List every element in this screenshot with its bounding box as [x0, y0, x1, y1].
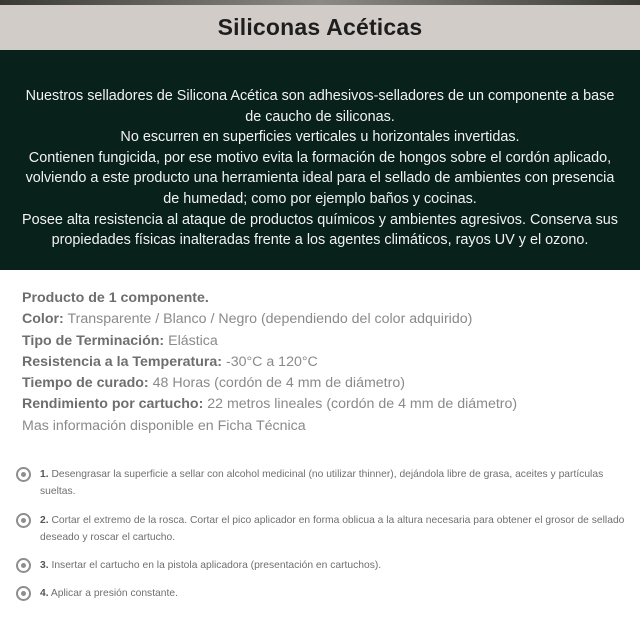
spec-finish-label: Tipo de Terminación: [22, 332, 165, 349]
radio-bullet-icon [16, 513, 31, 528]
intro-line: propiedades físicas inalteradas frente a los agentes climáticos, rayos UV y el ozono. [51, 232, 589, 249]
step-text: Aplicar a presión constante. [50, 588, 178, 599]
step-text: Desengrasar la superficie a sellar con alcohol medicinal (no utilizar thinner), dejándola libre de grasa, aceites y partículas sueltas. [40, 469, 604, 497]
intro-line: de caucho de siliconas. [245, 108, 395, 125]
step-number: 4. [40, 588, 49, 599]
spec-temperature-label: Resistencia a la Temperatura: [22, 353, 223, 370]
spec-cure-time-value: 48 Horas (cordón de 4 mm de diámetro) [152, 375, 405, 392]
page-title: Siliconas Acéticas [217, 14, 423, 40]
step-item [16, 585, 632, 602]
intro-line: Nuestros selladores de Silicona Acética son adhesivos-selladores de un componente a base [25, 88, 615, 104]
more-info-text: Mas información disponible en Ficha Técnica [22, 417, 306, 434]
spec-color-label: Color: [22, 311, 64, 328]
step-item [16, 557, 632, 574]
step-number: 2. [40, 515, 49, 526]
spec-color [22, 309, 622, 330]
application-steps [16, 466, 632, 602]
spec-finish-value: Elástica [168, 332, 218, 349]
spec-yield [22, 394, 622, 415]
spec-yield-label: Rendimiento por cartucho: [22, 396, 204, 413]
radio-bullet-icon [16, 586, 31, 601]
step-text: Insertar el cartucho en la pistola aplicadora (presentación en cartuchos). [51, 560, 382, 571]
specs-list [22, 288, 622, 437]
intro-line: Contienen fungicida, por ese motivo evita la formación de hongos sobre el cordón aplicado, [28, 149, 612, 166]
intro-line: de humedad; como por ejemplo baños y cocinas. [163, 190, 477, 207]
step-text: Cortar el extremo de la rosca. Cortar el pico aplicador en forma oblicua a la altura necesaria para obtener el grosor de sellado deseado y roscar el cartucho. [40, 515, 625, 543]
radio-bullet-icon [16, 467, 31, 482]
spec-component-text: Producto de 1 componente. [22, 290, 209, 306]
intro-line: Posee alta resistencia al ataque de productos químicos y ambientes agresivos. Conserva sus [22, 211, 618, 228]
step-item [16, 466, 632, 500]
spec-color-value: Transparente / Blanco / Negro (dependiendo del color adquirido) [67, 311, 473, 328]
intro-panel [0, 50, 640, 270]
title-banner [0, 5, 640, 50]
step-number: 1. [40, 469, 49, 480]
intro-line: volviendo a este producto una herramienta ideal para el sellado de ambientes con presencia [25, 170, 615, 187]
spec-yield-value: 22 metros lineales (cordón de 4 mm de diámetro) [207, 396, 518, 413]
intro-line: No escurren en superficies verticales u horizontales invertidas. [120, 129, 520, 146]
spec-cure-time [22, 373, 622, 394]
spec-temperature [22, 352, 622, 373]
spec-cure-time-label: Tiempo de curado: [22, 375, 149, 392]
spec-finish [22, 331, 622, 352]
step-item [16, 512, 632, 546]
step-number: 3. [40, 560, 49, 571]
radio-bullet-icon [16, 558, 31, 573]
spec-temperature-value: -30°C a 120°C [225, 353, 318, 370]
spec-component [22, 288, 622, 309]
